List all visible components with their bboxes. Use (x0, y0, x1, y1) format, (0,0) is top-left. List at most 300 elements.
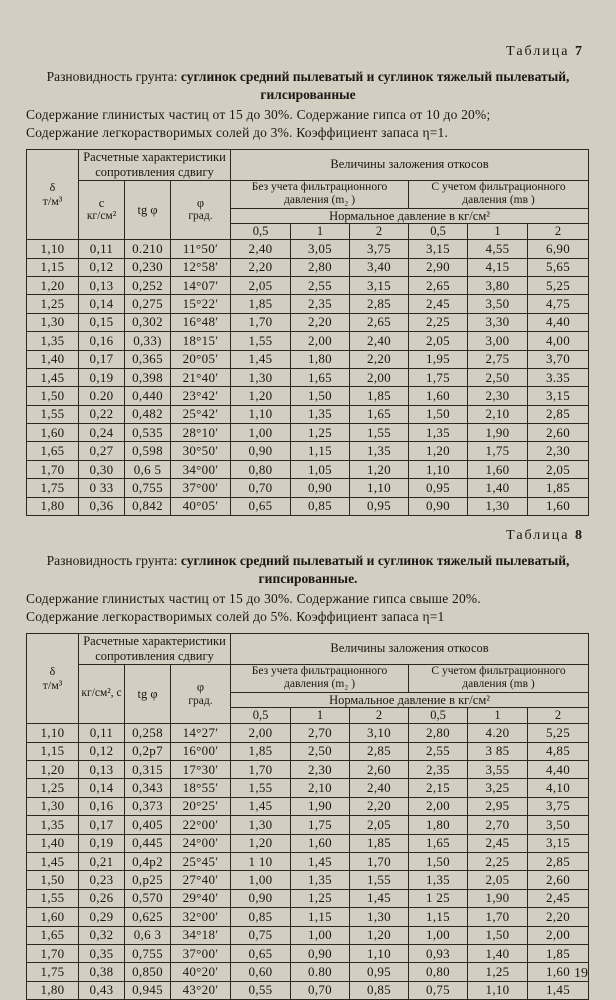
cell-value: 0,29 (79, 908, 125, 926)
t8-shear-phi-unit: град. (188, 694, 213, 707)
cell-value: 0,90 (231, 889, 291, 907)
t8-p-col-1: 1 (291, 708, 350, 724)
cell-value: 1,45 (291, 852, 350, 870)
cell-value: 2,70 (468, 816, 528, 834)
cell-value: 0,14 (79, 295, 125, 313)
cell-delta: 1,75 (27, 963, 79, 981)
cell-value: 2,50 (291, 742, 350, 760)
cell-delta: 1,70 (27, 460, 79, 478)
cell-value: 0,13 (79, 761, 125, 779)
cell-value: 2,55 (409, 742, 468, 760)
cell-value: 3,15 (528, 834, 589, 852)
cell-value: 0,90 (291, 944, 350, 962)
cell-value: 3,30 (468, 313, 528, 331)
cell-value: 1,45 (231, 797, 291, 815)
cell-value: 40°05′ (171, 497, 231, 515)
cell-value: 0,482 (125, 405, 171, 423)
cell-value: 2,05 (409, 332, 468, 350)
cell-value: 1,30 (231, 368, 291, 386)
cell-value: 2,85 (350, 295, 409, 313)
cell-value: 0,75 (409, 981, 468, 999)
cell-value: 0,21 (79, 852, 125, 870)
cell-value: 0,6 3 (125, 926, 171, 944)
cell-value: 0.210 (125, 240, 171, 258)
cell-value: 1,55 (350, 871, 409, 889)
cell-value: 2,65 (409, 276, 468, 294)
cell-value: 30°50′ (171, 442, 231, 460)
cell-value: 2,75 (468, 350, 528, 368)
cell-value: 0,625 (125, 908, 171, 926)
cell-value: 1,85 (231, 742, 291, 760)
cell-value: 0,90 (409, 497, 468, 515)
table-row (27, 387, 589, 405)
cell-delta: 1,65 (27, 442, 79, 460)
table-row (27, 424, 589, 442)
cell-value: 0,755 (125, 479, 171, 497)
cell-value: 1,25 (291, 424, 350, 442)
cell-value: 2,30 (468, 387, 528, 405)
cell-value: 1,60 (291, 834, 350, 852)
table-8-number: 8 (575, 528, 582, 544)
t8-shear-phi-symbol: φ (196, 679, 205, 694)
table-7 (26, 149, 589, 516)
cell-value: 1,80 (409, 816, 468, 834)
cell-delta: 1,25 (27, 779, 79, 797)
cell-value: 0,95 (350, 497, 409, 515)
cell-value: 1,00 (231, 424, 291, 442)
cell-value: 1,20 (231, 387, 291, 405)
cell-value: 1,85 (350, 387, 409, 405)
cell-value: 0,26 (79, 889, 125, 907)
table-row (27, 816, 589, 834)
cell-value: 1,40 (468, 479, 528, 497)
table-7-number-line (26, 44, 590, 60)
cell-value: 1,15 (291, 442, 350, 460)
table-row (27, 963, 589, 981)
cell-value: 3,55 (468, 761, 528, 779)
cell-value: 0,24 (79, 424, 125, 442)
cell-delta: 1,60 (27, 908, 79, 926)
cell-value: 2,00 (231, 724, 291, 742)
cell-value: 1,25 (291, 889, 350, 907)
cell-value: 11°50′ (171, 240, 231, 258)
cell-value: 15°22′ (171, 295, 231, 313)
cell-value: 0,38 (79, 963, 125, 981)
cell-value: 4.20 (468, 724, 528, 742)
cell-value: 4,15 (468, 258, 528, 276)
t8-p-col-3: 0,5 (409, 708, 468, 724)
cell-value: 3,80 (468, 276, 528, 294)
cell-delta: 1,45 (27, 852, 79, 870)
cell-value: 32°00′ (171, 908, 231, 926)
cell-value: 3,15 (350, 276, 409, 294)
cell-value: 1,55 (231, 332, 291, 350)
cell-value: 1,70 (231, 313, 291, 331)
cell-value: 1,35 (350, 442, 409, 460)
cell-value: 1,85 (528, 479, 589, 497)
cell-value: 0,230 (125, 258, 171, 276)
cell-value: 0,343 (125, 779, 171, 797)
cell-value: 2,05 (528, 460, 589, 478)
cell-delta: 1,30 (27, 313, 79, 331)
cell-value: 14°07′ (171, 276, 231, 294)
t7-shear-c-unit: кг/см² (86, 210, 117, 223)
cell-value: 0,14 (79, 779, 125, 797)
table-8-caption-line1 (26, 552, 590, 588)
cell-value: 1,35 (409, 424, 468, 442)
cell-value: 2,15 (409, 779, 468, 797)
cell-value: 4,55 (468, 240, 528, 258)
cell-value: 22°00′ (171, 816, 231, 834)
t7-p-col-0: 0,5 (231, 224, 291, 240)
t8-normal-pressure: Нормальное давление в кг/см² (231, 692, 589, 708)
t7-delta-unit: т/м³ (42, 193, 63, 208)
t8-delta-symbol: δ (49, 663, 56, 678)
cell-value: 1,95 (409, 350, 468, 368)
cell-value: 1,90 (468, 889, 528, 907)
cell-value: 1,90 (468, 424, 528, 442)
cell-value: 0,95 (350, 963, 409, 981)
cell-value: 1,70 (231, 761, 291, 779)
cell-value: 0.80 (291, 963, 350, 981)
t7-normal-pressure: Нормальное давление в кг/см² (231, 208, 589, 224)
cell-value: 1,00 (231, 871, 291, 889)
cell-value: 2,85 (350, 742, 409, 760)
table-row (27, 871, 589, 889)
cell-value: 0,75 (231, 926, 291, 944)
cell-value: 0,315 (125, 761, 171, 779)
cell-value: 1,35 (291, 871, 350, 889)
cell-value: 4,00 (528, 332, 589, 350)
t7-p-col-3: 0,5 (409, 224, 468, 240)
cell-value: 1,45 (231, 350, 291, 368)
cell-value: 0,440 (125, 387, 171, 405)
t8-col-delta-header (27, 634, 79, 724)
cell-value: 1,30 (350, 908, 409, 926)
cell-value: 34°00′ (171, 460, 231, 478)
cell-value: 2,05 (231, 276, 291, 294)
cell-value: 1,10 (409, 460, 468, 478)
cell-value: 0,17 (79, 816, 125, 834)
cell-value: 2,20 (231, 258, 291, 276)
cell-value: 0,258 (125, 724, 171, 742)
cell-value: 1 10 (231, 852, 291, 870)
cell-value: 0,70 (231, 479, 291, 497)
table-row (27, 742, 589, 760)
cell-value: 27°40′ (171, 871, 231, 889)
cell-value: 0,12 (79, 742, 125, 760)
page-number: 19 (574, 966, 588, 981)
table-row (27, 295, 589, 313)
cell-value: 0 33 (79, 479, 125, 497)
table-8-label: Таблица (506, 528, 570, 544)
cell-delta: 1,50 (27, 871, 79, 889)
cell-value: 20°25′ (171, 797, 231, 815)
t7-shear-c-symbol: с (98, 195, 105, 210)
cell-value: 37°00′ (171, 479, 231, 497)
cell-value: 2,20 (350, 350, 409, 368)
cell-value: 0,36 (79, 497, 125, 515)
cell-value: 1,35 (409, 871, 468, 889)
cell-value: 2,85 (528, 405, 589, 423)
cell-value: 1,10 (350, 479, 409, 497)
cell-value: 1 25 (409, 889, 468, 907)
cell-value: 1,25 (468, 963, 528, 981)
cell-value: 1,10 (350, 944, 409, 962)
t8-shear-phi (171, 664, 231, 724)
cell-value: 1,85 (528, 944, 589, 962)
cell-value: 21°40′ (171, 368, 231, 386)
cell-value: 0,2р7 (125, 742, 171, 760)
cell-value: 2,45 (528, 889, 589, 907)
cell-delta: 1,60 (27, 424, 79, 442)
cell-value: 0,80 (409, 963, 468, 981)
table-row (27, 313, 589, 331)
caption-soil-type-2: суглинок средний пылеватый и суглинок тяжелый пылеватый, гипсированные. (180, 553, 570, 586)
cell-value: 1,10 (468, 981, 528, 999)
table-row (27, 258, 589, 276)
cell-value: 17°30′ (171, 761, 231, 779)
cell-value: 25°45′ (171, 852, 231, 870)
t8-p-col-5: 2 (528, 708, 589, 724)
cell-value: 1,00 (409, 926, 468, 944)
cell-value: 2,70 (291, 724, 350, 742)
cell-delta: 1,15 (27, 258, 79, 276)
table-row (27, 834, 589, 852)
cell-value: 1,60 (528, 497, 589, 515)
cell-value: 0,252 (125, 276, 171, 294)
cell-value: 1,10 (231, 405, 291, 423)
cell-value: 3,40 (350, 258, 409, 276)
cell-value: 0,275 (125, 295, 171, 313)
cell-value: 0,19 (79, 834, 125, 852)
cell-value: 0,11 (79, 240, 125, 258)
cell-value: 0,850 (125, 963, 171, 981)
cell-value: 0,11 (79, 724, 125, 742)
cell-value: 0,70 (291, 981, 350, 999)
table-row (27, 944, 589, 962)
t8-p-col-0: 0,5 (231, 708, 291, 724)
cell-value: 0,12 (79, 258, 125, 276)
cell-value: 4,40 (528, 761, 589, 779)
cell-delta: 1,75 (27, 479, 79, 497)
cell-value: 0,16 (79, 332, 125, 350)
cell-value: 1,70 (350, 852, 409, 870)
t7-slope-withfilter: С учетом фильтрационного давления (mв ) (409, 180, 589, 208)
cell-delta: 1,40 (27, 834, 79, 852)
cell-delta: 1,20 (27, 276, 79, 294)
cell-value: 5,25 (528, 724, 589, 742)
table-row (27, 908, 589, 926)
table-row (27, 442, 589, 460)
table-row (27, 405, 589, 423)
cell-value: 1,55 (231, 779, 291, 797)
table-7-body (27, 240, 589, 516)
table-row (27, 981, 589, 999)
cell-value: 25°42′ (171, 405, 231, 423)
caption-prefix-2: Разновидность грунта: (46, 553, 181, 569)
t7-shear-phi-symbol: φ (196, 195, 205, 210)
cell-value: 2,40 (350, 332, 409, 350)
cell-value: 4,85 (528, 742, 589, 760)
cell-value: 28°10′ (171, 424, 231, 442)
cell-value: 0,22 (79, 405, 125, 423)
cell-value: 2,60 (528, 871, 589, 889)
cell-value: 1,75 (468, 442, 528, 460)
cell-value: 24°00′ (171, 834, 231, 852)
cell-value: 1,35 (291, 405, 350, 423)
cell-delta: 1,65 (27, 926, 79, 944)
cell-value: 2,60 (528, 424, 589, 442)
cell-value: 1,55 (350, 424, 409, 442)
t8-shear-tg: tg φ (125, 664, 171, 724)
cell-value: 2,65 (350, 313, 409, 331)
cell-value: 2,55 (291, 276, 350, 294)
cell-value: 1,60 (468, 460, 528, 478)
cell-value: 0,65 (231, 497, 291, 515)
table-7-number: 7 (575, 44, 582, 59)
cell-value: 1,15 (409, 908, 468, 926)
t8-p-col-4: 1 (468, 708, 528, 724)
t7-group-slope: Величины заложения откосов (231, 150, 589, 181)
cell-value: 2,40 (231, 240, 291, 258)
cell-value: 37°00′ (171, 944, 231, 962)
table-8-caption-line3: Содержание легкорастворимых солей до 5%. Коэффициент запаса η=1 (26, 608, 445, 624)
cell-value: 3,25 (468, 779, 528, 797)
cell-value: 1,85 (231, 295, 291, 313)
cell-value: 14°27′ (171, 724, 231, 742)
cell-value: 1,00 (291, 926, 350, 944)
cell-value: 0,6 5 (125, 460, 171, 478)
cell-value: 2,80 (409, 724, 468, 742)
cell-value: 20°05′ (171, 350, 231, 368)
cell-value: 2,25 (468, 852, 528, 870)
cell-value: 1,15 (291, 908, 350, 926)
cell-delta: 1,80 (27, 981, 79, 999)
t8-slope-nofilter: Без учета фильтрационного давления (m₂ ) (231, 664, 409, 692)
t7-delta-symbol: δ (49, 179, 56, 194)
cell-value: 0,598 (125, 442, 171, 460)
table-row (27, 889, 589, 907)
cell-delta: 1,10 (27, 240, 79, 258)
cell-value: 3,70 (528, 350, 589, 368)
t7-shear-phi-unit: град. (188, 210, 213, 223)
t7-slope-nofilter: Без учета фильтрационного давления (m₂ ) (231, 180, 409, 208)
cell-value: 0,535 (125, 424, 171, 442)
cell-value: 4,40 (528, 313, 589, 331)
cell-value: 1,90 (291, 797, 350, 815)
cell-value: 0,16 (79, 797, 125, 815)
cell-value: 0,398 (125, 368, 171, 386)
cell-value: 0,35 (79, 944, 125, 962)
cell-value: 0,90 (291, 479, 350, 497)
cell-value: 1,65 (350, 405, 409, 423)
cell-value: 0,445 (125, 834, 171, 852)
cell-value: 16°48′ (171, 313, 231, 331)
cell-delta: 1,50 (27, 387, 79, 405)
cell-value: 3,05 (291, 240, 350, 258)
cell-value: 1,70 (468, 908, 528, 926)
table-row (27, 350, 589, 368)
t7-p-col-5: 2 (528, 224, 589, 240)
cell-value: 0,30 (79, 460, 125, 478)
cell-value: 2,10 (291, 779, 350, 797)
t7-p-col-2: 2 (350, 224, 409, 240)
table-row (27, 761, 589, 779)
cell-value: 1,20 (231, 834, 291, 852)
cell-delta: 1,45 (27, 368, 79, 386)
cell-value: 0,365 (125, 350, 171, 368)
cell-value: 3,75 (350, 240, 409, 258)
cell-value: 2,10 (468, 405, 528, 423)
cell-value: 0,15 (79, 313, 125, 331)
cell-value: 0,43 (79, 981, 125, 999)
table-row (27, 497, 589, 515)
cell-delta: 1,55 (27, 889, 79, 907)
cell-value: 43°20′ (171, 981, 231, 999)
cell-delta: 1,80 (27, 497, 79, 515)
cell-value: 1,40 (468, 944, 528, 962)
cell-delta: 1,70 (27, 944, 79, 962)
cell-value: 0,33) (125, 332, 171, 350)
cell-value: 0,93 (409, 944, 468, 962)
cell-value: 2,20 (291, 313, 350, 331)
t7-p-col-4: 1 (468, 224, 528, 240)
t7-shear-c (79, 180, 125, 240)
cell-value: 1,65 (291, 368, 350, 386)
cell-value: 2,00 (409, 797, 468, 815)
cell-value: 2,35 (409, 761, 468, 779)
caption-soil-type: суглинок средний пылеватый и суглинок тяжелый пылеватый, гилсированные (180, 69, 570, 102)
cell-value: 2,95 (468, 797, 528, 815)
cell-value: 2,40 (350, 779, 409, 797)
cell-value: 0,19 (79, 368, 125, 386)
cell-value: 4,75 (528, 295, 589, 313)
cell-delta: 1,35 (27, 816, 79, 834)
cell-value: 0,95 (409, 479, 468, 497)
cell-value: 2,00 (528, 926, 589, 944)
cell-value: 0,945 (125, 981, 171, 999)
cell-value: 0,65 (231, 944, 291, 962)
cell-value: 2,05 (350, 816, 409, 834)
cell-value: 6,90 (528, 240, 589, 258)
table-7-caption-line1 (26, 68, 590, 104)
table-row (27, 479, 589, 497)
cell-value: 0,4р2 (125, 852, 171, 870)
cell-value: 1,30 (231, 816, 291, 834)
t7-shear-tg: tg φ (125, 180, 171, 240)
cell-value: 3,50 (528, 816, 589, 834)
table-7-caption-line2: Содержание глинистых частиц от 15 до 30%. Содержание гипса от 10 до 20%; (26, 106, 491, 122)
cell-value: 1,50 (291, 387, 350, 405)
cell-value: 2,45 (409, 295, 468, 313)
cell-value: 0,17 (79, 350, 125, 368)
table-8-number-line (26, 528, 590, 544)
table-row (27, 276, 589, 294)
t7-p-col-1: 1 (291, 224, 350, 240)
caption-prefix: Разновидность грунта: (46, 69, 181, 84)
cell-value: 3.35 (528, 368, 589, 386)
cell-value: 2,30 (528, 442, 589, 460)
cell-value: 1,65 (409, 834, 468, 852)
cell-value: 2,00 (291, 332, 350, 350)
cell-value: 1,60 (409, 387, 468, 405)
t8-group-shear: Расчетные характеристики сопротивления сдвигу (79, 634, 231, 665)
cell-value: 2,20 (350, 797, 409, 815)
cell-delta: 1,20 (27, 761, 79, 779)
t8-slope-withfilter: С учетом фильтрационного давления (mв ) (409, 664, 589, 692)
table-7-label: Таблица (506, 44, 570, 59)
